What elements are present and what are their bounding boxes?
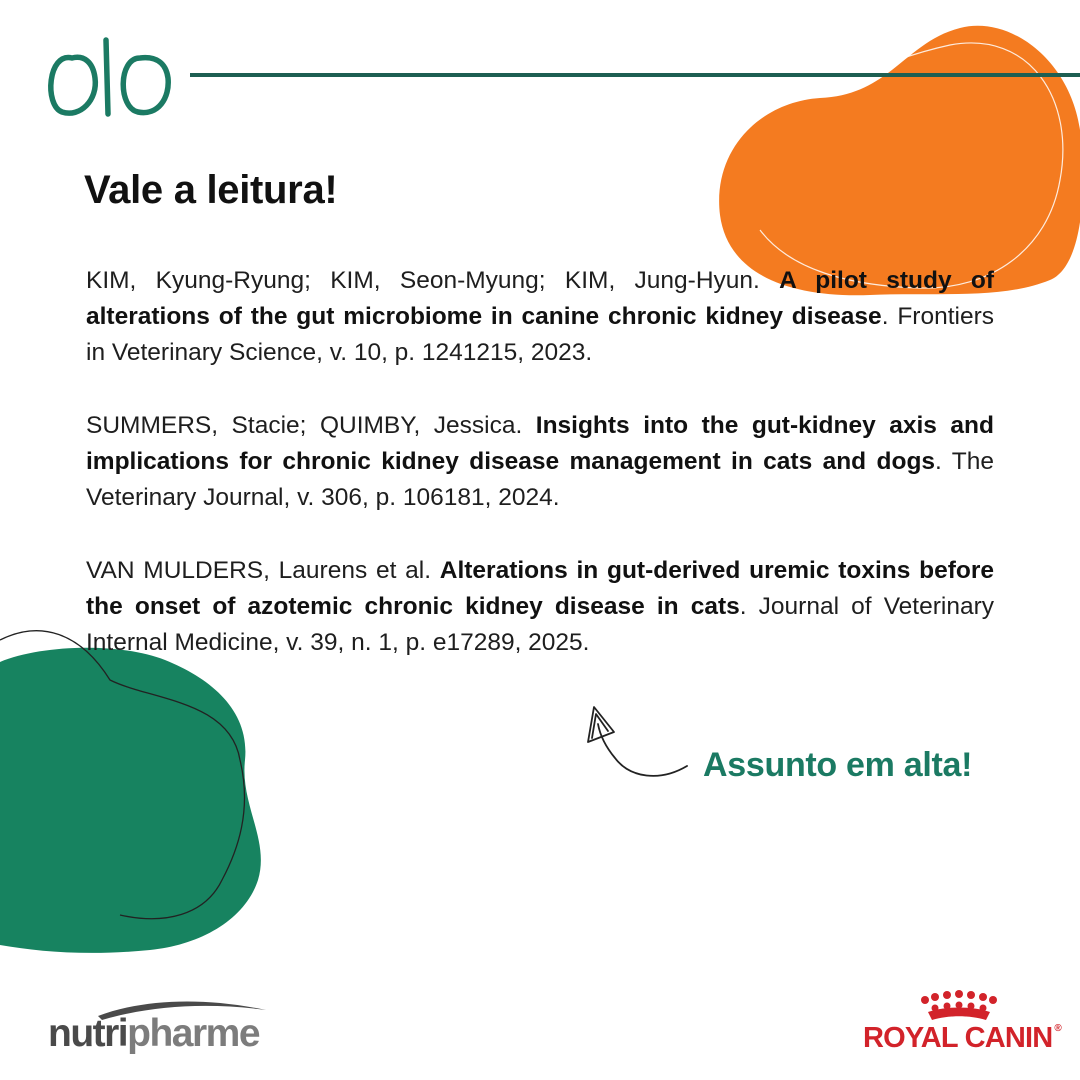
- reference-item: [86, 263, 994, 371]
- nutripharme-logo-part1: nutri: [48, 1012, 128, 1055]
- reference-item: [86, 408, 994, 516]
- reference-authors: KIM, Kyung-Ryung; KIM, Seon-Myung; KIM, Jung-Hyun.: [86, 267, 780, 294]
- registered-mark: ®: [1054, 1023, 1061, 1034]
- curved-arrow-icon: [588, 707, 687, 776]
- reference-title: Insights into the gut-kidney axis and implications for chronic kidney disease management in cats and dogs: [86, 412, 994, 475]
- crown-icon: [921, 990, 997, 1020]
- orange-blob-shape: [719, 26, 1080, 295]
- tagline: Assunto em alta!: [703, 746, 973, 784]
- reference-item: [86, 553, 994, 661]
- reference-source: . Journal of Veterinary Internal Medicine, v. 39, n. 1, p. e17289, 2025.: [86, 593, 995, 656]
- nutripharme-logo: [48, 1012, 259, 1056]
- reference-source: . The Veterinary Journal, v. 306, p. 106181, 2024.: [86, 448, 995, 511]
- royal-canin-logo-text: ROYAL CANIN: [863, 1022, 1053, 1054]
- reference-authors: SUMMERS, Stacie; QUIMBY, Jessica.: [86, 412, 536, 439]
- reference-title: Alterations in gut-derived uremic toxins before the onset of azotemic chronic kidney disease in cats: [86, 557, 994, 620]
- nutripharme-logo-part2: pharme: [127, 1012, 260, 1055]
- reference-source: . Frontiers in Veterinary Science, v. 10, p. 1241215, 2023.: [86, 303, 994, 366]
- reference-list: [86, 263, 994, 698]
- royal-canin-logo: [863, 1022, 1061, 1055]
- cursive-blob-logo-icon: [51, 40, 168, 114]
- reference-authors: VAN MULDERS, Laurens et al.: [86, 557, 440, 584]
- page-title: Vale a leitura!: [84, 168, 338, 212]
- reference-title: A pilot study of alterations of the gut microbiome in canine chronic kidney disease: [86, 267, 995, 330]
